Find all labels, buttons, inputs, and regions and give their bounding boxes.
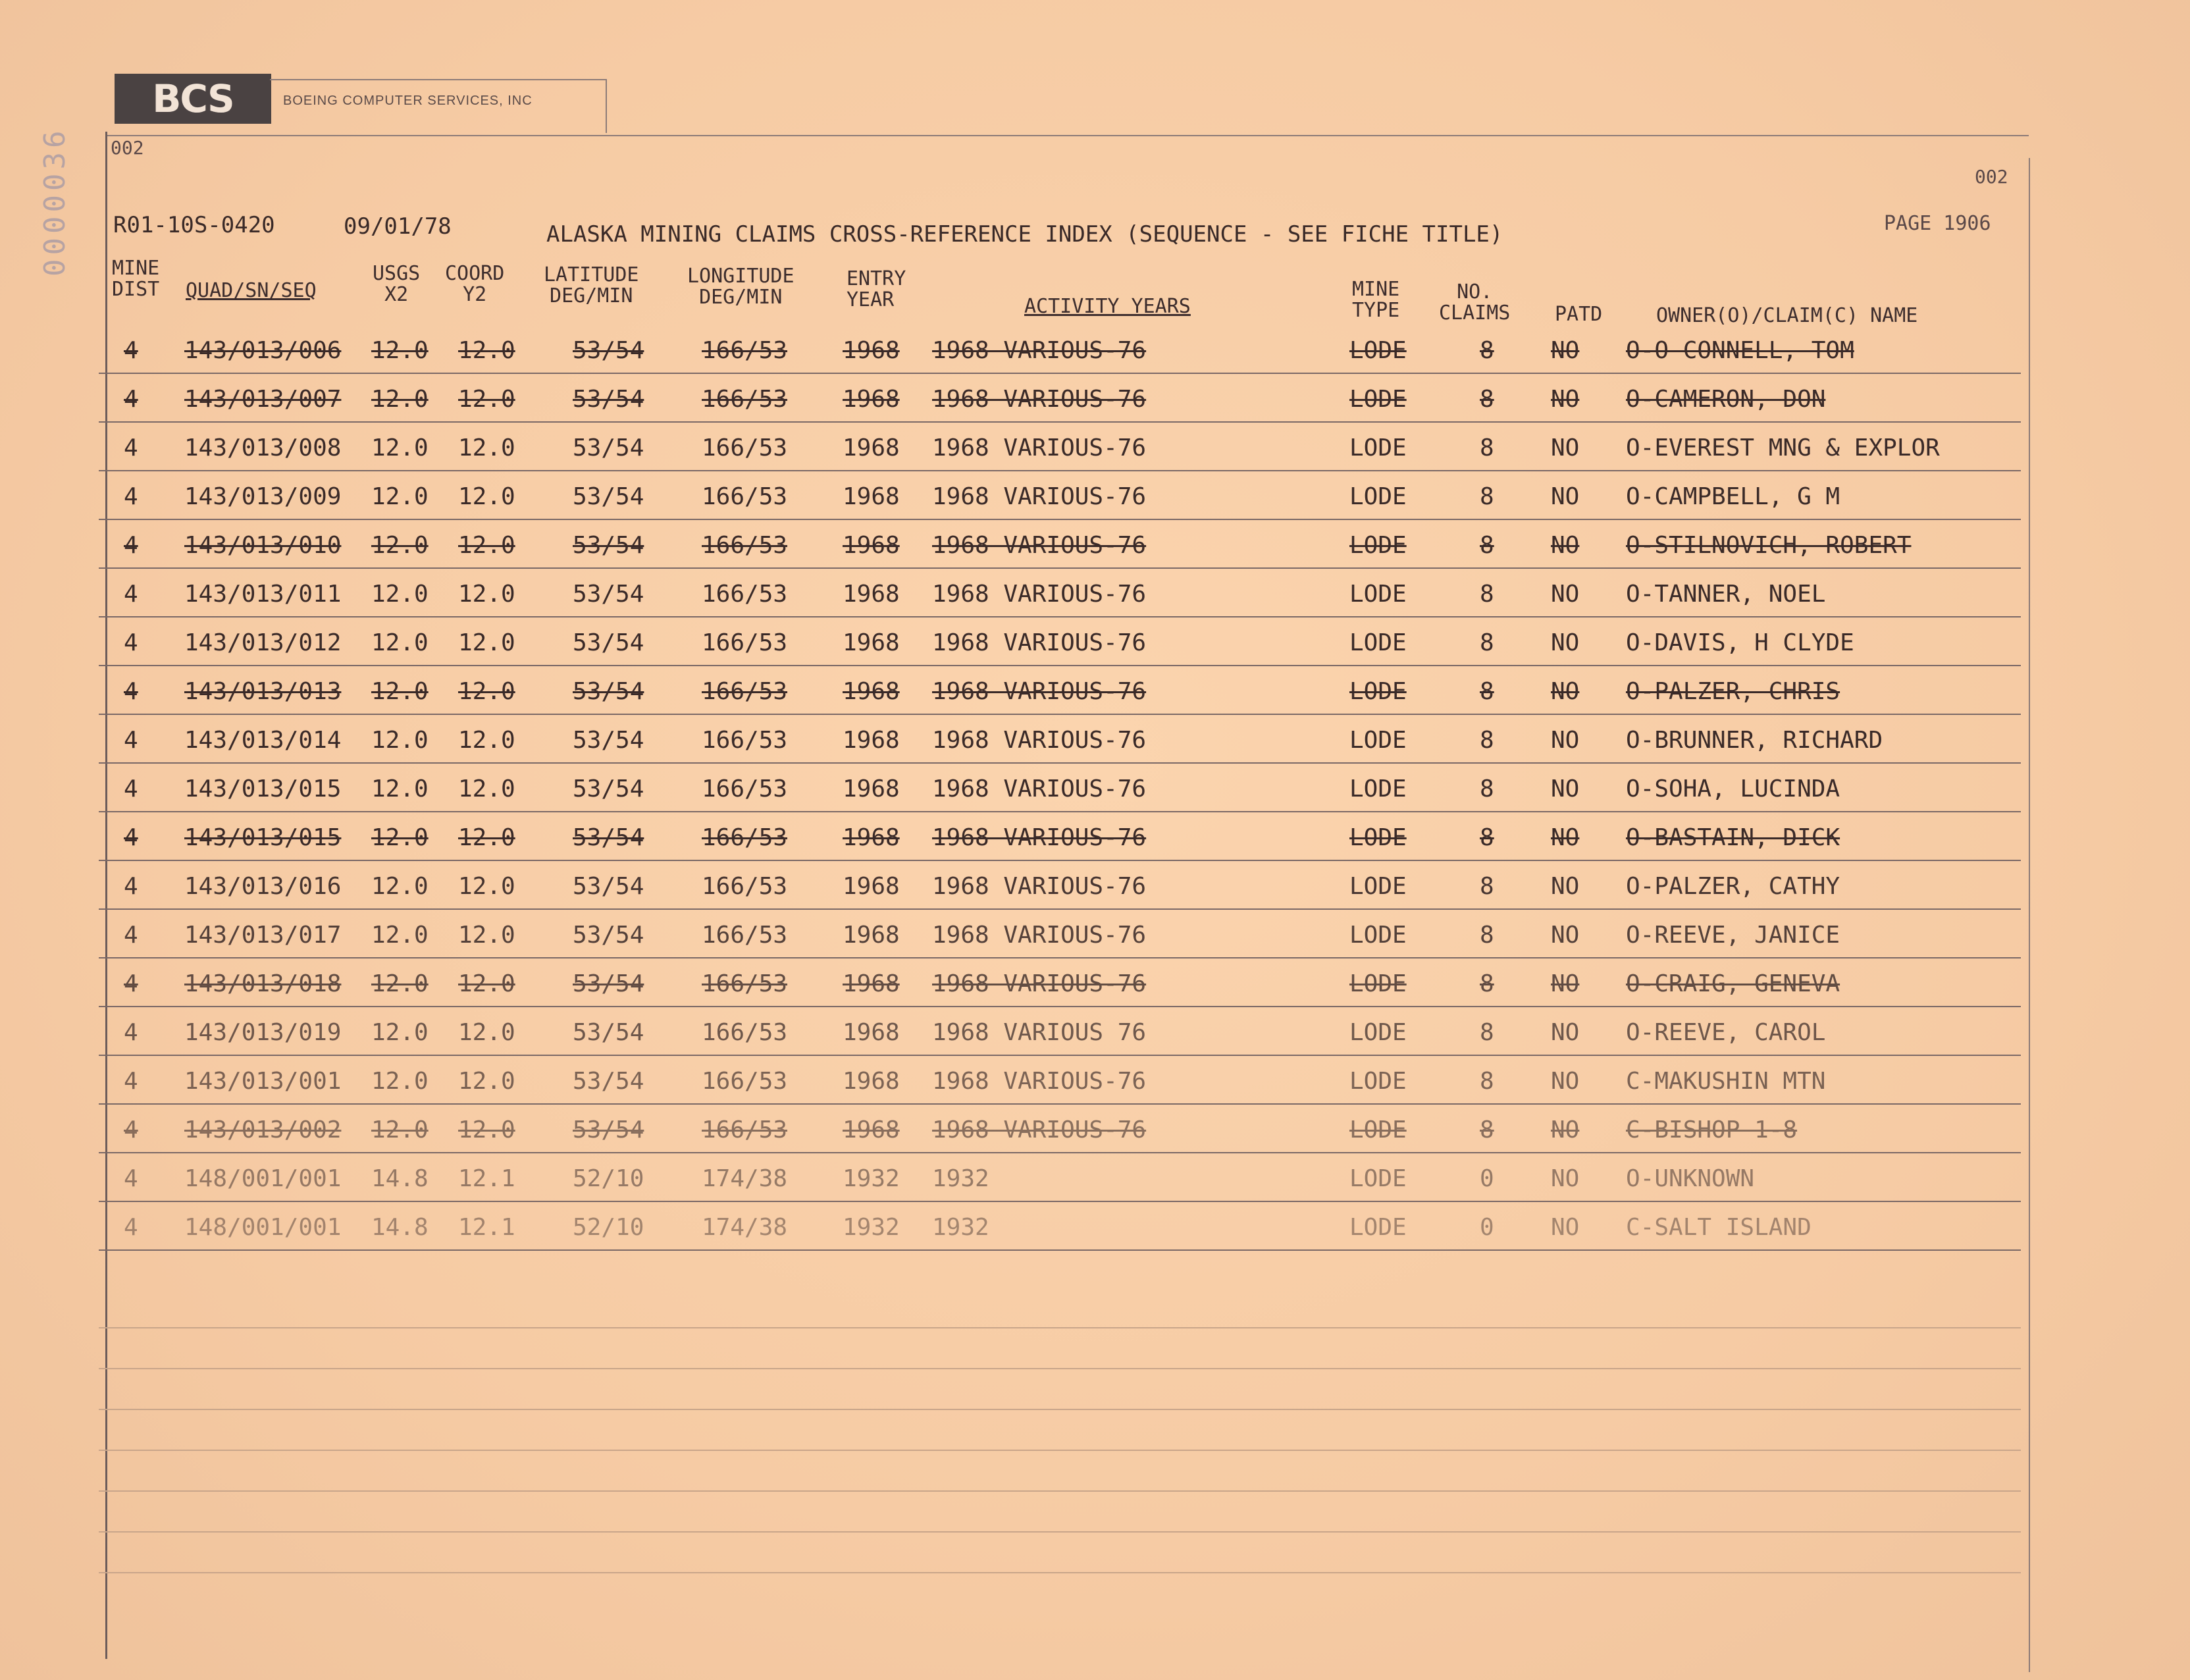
latitude-cell: 53/54 (573, 434, 644, 461)
longitude-cell: 166/53 (702, 727, 788, 754)
table-row (105, 912, 2027, 961)
no-claims-cell: 8 (1480, 532, 1494, 559)
activity-years-cell: 1968 VARIOUS-76 (932, 386, 1147, 413)
coord-y2-cell: 12.0 (458, 629, 515, 656)
row-rule (99, 567, 2021, 569)
entry-year-cell: 1968 (843, 386, 900, 413)
table-row (105, 474, 2027, 523)
usgs-x2-cell: 12.0 (371, 824, 429, 851)
row-rule (99, 1103, 2021, 1105)
latitude-cell: 53/54 (573, 629, 644, 656)
header-mine-type: MINE TYPE (1352, 278, 1400, 322)
table-row (105, 328, 2027, 377)
activity-years-cell: 1968 VARIOUS-76 (932, 824, 1147, 851)
longitude-cell: 166/53 (702, 824, 788, 851)
table-row (105, 961, 2027, 1010)
empty-rule (99, 1327, 2021, 1328)
row-rule (99, 421, 2021, 423)
entry-year-cell: 1968 (843, 483, 900, 510)
usgs-x2-cell: 12.0 (371, 727, 429, 754)
no-claims-cell: 8 (1480, 1116, 1494, 1143)
activity-years-cell: 1968 VARIOUS-76 (932, 434, 1147, 461)
coord-y2-cell: 12.0 (458, 824, 515, 851)
activity-years-cell: 1968 VARIOUS-76 (932, 483, 1147, 510)
patd-cell: NO (1551, 483, 1580, 510)
mine-type-cell: LODE (1349, 337, 1407, 364)
table-row (105, 864, 2027, 912)
entry-year-cell: 1968 (843, 581, 900, 608)
mine-dist-cell: 4 (124, 386, 138, 413)
report-title: ALASKA MINING CLAIMS CROSS-REFERENCE INDEX (SEQUENCE - SEE FICHE TITLE) (546, 221, 1503, 248)
activity-years-cell: 1968 VARIOUS-76 (932, 581, 1147, 608)
patd-cell: NO (1551, 970, 1580, 997)
mine-dist-cell: 4 (124, 581, 138, 608)
header-latitude: LATITUDE DEG/MIN (544, 263, 639, 307)
longitude-cell: 166/53 (702, 434, 788, 461)
usgs-x2-cell: 12.0 (371, 532, 429, 559)
coord-y2-cell: 12.0 (458, 873, 515, 900)
usgs-x2-cell: 12.0 (371, 922, 429, 949)
owner-name-cell: O-CAMPBELL, G M (1626, 483, 1840, 510)
row-rule (99, 1006, 2021, 1007)
latitude-cell: 53/54 (573, 970, 644, 997)
quad-cell: 143/013/009 (184, 483, 342, 510)
no-claims-cell: 8 (1480, 775, 1494, 802)
patd-cell: NO (1551, 1116, 1580, 1143)
mine-type-cell: LODE (1349, 629, 1407, 656)
frame-number-left: 002 (111, 137, 144, 159)
page-number: PAGE 1906 (1884, 212, 1991, 235)
no-claims-cell: 8 (1480, 824, 1494, 851)
latitude-cell: 53/54 (573, 532, 644, 559)
mine-type-cell: LODE (1349, 532, 1407, 559)
latitude-cell: 53/54 (573, 386, 644, 413)
activity-years-cell: 1968 VARIOUS-76 (932, 1116, 1147, 1143)
longitude-cell: 166/53 (702, 1068, 788, 1095)
quad-cell: 143/013/007 (184, 386, 342, 413)
activity-years-cell: 1968 VARIOUS-76 (932, 678, 1147, 705)
usgs-x2-cell: 12.0 (371, 1116, 429, 1143)
quad-cell: 143/013/011 (184, 581, 342, 608)
coord-y2-cell: 12.0 (458, 1116, 515, 1143)
quad-cell: 143/013/010 (184, 532, 342, 559)
entry-year-cell: 1968 (843, 1019, 900, 1046)
row-rule (99, 1055, 2021, 1056)
patd-cell: NO (1551, 629, 1580, 656)
entry-year-cell: 1968 (843, 922, 900, 949)
coord-y2-cell: 12.0 (458, 678, 515, 705)
table-row (105, 669, 2027, 718)
entry-year-cell: 1968 (843, 873, 900, 900)
no-claims-cell: 8 (1480, 337, 1494, 364)
owner-name-cell: O-REEVE, CAROL (1626, 1019, 1826, 1046)
quad-cell: 143/013/019 (184, 1019, 342, 1046)
coord-y2-cell: 12.0 (458, 532, 515, 559)
usgs-x2-cell: 12.0 (371, 337, 429, 364)
longitude-cell: 166/53 (702, 386, 788, 413)
owner-name-cell: O-CAMERON, DON (1626, 386, 1826, 413)
longitude-cell: 166/53 (702, 678, 788, 705)
no-claims-cell: 8 (1480, 483, 1494, 510)
quad-cell: 143/013/016 (184, 873, 342, 900)
longitude-cell: 166/53 (702, 337, 788, 364)
owner-name-cell: O-UNKNOWN (1626, 1165, 1755, 1192)
owner-name-cell: C-MAKUSHIN MTN (1626, 1068, 1826, 1095)
activity-years-cell: 1968 VARIOUS-76 (932, 970, 1147, 997)
owner-name-cell: O-PALZER, CHRIS (1626, 678, 1840, 705)
entry-year-cell: 1932 (843, 1165, 900, 1192)
no-claims-cell: 8 (1480, 1019, 1494, 1046)
mine-type-cell: LODE (1349, 1214, 1407, 1241)
empty-rule (99, 1450, 2021, 1451)
owner-name-cell: C-SALT ISLAND (1626, 1214, 1812, 1241)
owner-name-cell: O-BRUNNER, RICHARD (1626, 727, 1883, 754)
no-claims-cell: 8 (1480, 922, 1494, 949)
entry-year-cell: 1968 (843, 434, 900, 461)
no-claims-cell: 8 (1480, 581, 1494, 608)
no-claims-cell: 8 (1480, 873, 1494, 900)
table-row (105, 571, 2027, 620)
quad-cell: 143/013/002 (184, 1116, 342, 1143)
no-claims-cell: 8 (1480, 970, 1494, 997)
coord-y2-cell: 12.0 (458, 581, 515, 608)
usgs-x2-cell: 12.0 (371, 434, 429, 461)
no-claims-cell: 8 (1480, 386, 1494, 413)
owner-name-cell: O-REEVE, JANICE (1626, 922, 1840, 949)
coord-y2-cell: 12.0 (458, 1068, 515, 1095)
mine-dist-cell: 4 (124, 1019, 138, 1046)
usgs-x2-cell: 12.0 (371, 1019, 429, 1046)
no-claims-cell: 8 (1480, 678, 1494, 705)
row-rule (99, 860, 2021, 861)
mine-type-cell: LODE (1349, 1068, 1407, 1095)
patd-cell: NO (1551, 581, 1580, 608)
usgs-x2-cell: 12.0 (371, 678, 429, 705)
mine-dist-cell: 4 (124, 1165, 138, 1192)
mine-dist-cell: 4 (124, 629, 138, 656)
owner-name-cell: O-CRAIG, GENEVA (1626, 970, 1840, 997)
header-owner-claim-name: OWNER(O)/CLAIM(C) NAME (1656, 304, 1918, 327)
no-claims-cell: 0 (1480, 1165, 1494, 1192)
mine-type-cell: LODE (1349, 775, 1407, 802)
header-quad: QUAD/SN/SEQ (186, 279, 317, 302)
empty-rule (99, 1409, 2021, 1410)
mine-dist-cell: 4 (124, 678, 138, 705)
mine-type-cell: LODE (1349, 678, 1407, 705)
entry-year-cell: 1932 (843, 1214, 900, 1241)
owner-name-cell: O-O CONNELL, TOM (1626, 337, 1854, 364)
table-row (105, 620, 2027, 669)
latitude-cell: 53/54 (573, 873, 644, 900)
owner-name-cell: O-TANNER, NOEL (1626, 581, 1826, 608)
usgs-x2-cell: 12.0 (371, 581, 429, 608)
owner-name-cell: C-BISHOP 1-8 (1626, 1116, 1798, 1143)
activity-years-cell: 1968 VARIOUS-76 (932, 629, 1147, 656)
latitude-cell: 53/54 (573, 483, 644, 510)
no-claims-cell: 8 (1480, 434, 1494, 461)
longitude-cell: 166/53 (702, 970, 788, 997)
patd-cell: NO (1551, 1019, 1580, 1046)
mine-type-cell: LODE (1349, 970, 1407, 997)
latitude-cell: 53/54 (573, 678, 644, 705)
quad-cell: 143/013/018 (184, 970, 342, 997)
latitude-cell: 53/54 (573, 775, 644, 802)
no-claims-cell: 8 (1480, 727, 1494, 754)
table-row (105, 718, 2027, 766)
latitude-cell: 53/54 (573, 337, 644, 364)
owner-name-cell: O-DAVIS, H CLYDE (1626, 629, 1854, 656)
mine-type-cell: LODE (1349, 1165, 1407, 1192)
header-activity-years: ACTIVITY YEARS (1024, 295, 1191, 318)
mine-type-cell: LODE (1349, 873, 1407, 900)
coord-y2-cell: 12.0 (458, 337, 515, 364)
usgs-x2-cell: 14.8 (371, 1214, 429, 1241)
longitude-cell: 166/53 (702, 629, 788, 656)
mine-type-cell: LODE (1349, 824, 1407, 851)
header-longitude: LONGITUDE DEG/MIN (687, 265, 795, 309)
latitude-cell: 53/54 (573, 581, 644, 608)
longitude-cell: 166/53 (702, 581, 788, 608)
latitude-cell: 52/10 (573, 1165, 644, 1192)
table-row (105, 523, 2027, 571)
entry-year-cell: 1968 (843, 532, 900, 559)
patd-cell: NO (1551, 824, 1580, 851)
usgs-x2-cell: 14.8 (371, 1165, 429, 1192)
owner-name-cell: O-EVEREST MNG & EXPLOR (1626, 434, 1940, 461)
longitude-cell: 166/53 (702, 532, 788, 559)
coord-y2-cell: 12.0 (458, 922, 515, 949)
header-no-claims: NO. CLAIMS (1439, 280, 1511, 325)
patd-cell: NO (1551, 775, 1580, 802)
quad-cell: 143/013/008 (184, 434, 342, 461)
mine-dist-cell: 4 (124, 1214, 138, 1241)
usgs-x2-cell: 12.0 (371, 483, 429, 510)
side-stamp: 0000036 (38, 126, 72, 276)
no-claims-cell: 8 (1480, 629, 1494, 656)
row-rule (99, 519, 2021, 520)
activity-years-cell: 1968 VARIOUS-76 (932, 532, 1147, 559)
mine-dist-cell: 4 (124, 970, 138, 997)
longitude-cell: 174/38 (702, 1214, 788, 1241)
empty-rule (99, 1572, 2021, 1573)
coord-y2-cell: 12.1 (458, 1214, 515, 1241)
mine-dist-cell: 4 (124, 775, 138, 802)
frame-number-right: 002 (1975, 166, 2008, 188)
coord-y2-cell: 12.0 (458, 386, 515, 413)
entry-year-cell: 1968 (843, 775, 900, 802)
latitude-cell: 52/10 (573, 1214, 644, 1241)
latitude-cell: 53/54 (573, 727, 644, 754)
empty-rule (99, 1490, 2021, 1492)
quad-cell: 143/013/006 (184, 337, 342, 364)
table-row (105, 766, 2027, 815)
row-rule (99, 373, 2021, 374)
usgs-x2-cell: 12.0 (371, 386, 429, 413)
longitude-cell: 166/53 (702, 1019, 788, 1046)
mine-type-cell: LODE (1349, 727, 1407, 754)
entry-year-cell: 1968 (843, 1068, 900, 1095)
activity-years-cell: 1968 VARIOUS-76 (932, 337, 1147, 364)
row-rule (99, 470, 2021, 471)
report-id: R01-10S-0420 (113, 212, 275, 238)
mine-type-cell: LODE (1349, 1116, 1407, 1143)
header-coord: COORD Y2 (445, 262, 505, 306)
patd-cell: NO (1551, 1214, 1580, 1241)
patd-cell: NO (1551, 434, 1580, 461)
owner-name-cell: O-BASTAIN, DICK (1626, 824, 1840, 851)
usgs-x2-cell: 12.0 (371, 1068, 429, 1095)
mine-dist-cell: 4 (124, 922, 138, 949)
entry-year-cell: 1968 (843, 337, 900, 364)
latitude-cell: 53/54 (573, 922, 644, 949)
usgs-x2-cell: 12.0 (371, 775, 429, 802)
empty-rule (99, 1531, 2021, 1533)
longitude-cell: 166/53 (702, 922, 788, 949)
activity-years-cell: 1968 VARIOUS-76 (932, 873, 1147, 900)
table-row (105, 1010, 2027, 1059)
row-rule (99, 616, 2021, 617)
mine-dist-cell: 4 (124, 483, 138, 510)
mine-type-cell: LODE (1349, 434, 1407, 461)
frame-right-border (2029, 158, 2030, 1672)
bcs-logo: BCS (115, 74, 271, 124)
activity-years-cell: 1968 VARIOUS-76 (932, 1068, 1147, 1095)
entry-year-cell: 1968 (843, 629, 900, 656)
empty-rule (99, 1368, 2021, 1369)
patd-cell: NO (1551, 727, 1580, 754)
activity-years-cell: 1932 (932, 1165, 989, 1192)
longitude-cell: 166/53 (702, 775, 788, 802)
row-rule (99, 714, 2021, 715)
coord-y2-cell: 12.1 (458, 1165, 515, 1192)
patd-cell: NO (1551, 873, 1580, 900)
mine-type-cell: LODE (1349, 386, 1407, 413)
patd-cell: NO (1551, 678, 1580, 705)
no-claims-cell: 0 (1480, 1214, 1494, 1241)
mine-dist-cell: 4 (124, 1068, 138, 1095)
mine-dist-cell: 4 (124, 532, 138, 559)
quad-cell: 148/001/001 (184, 1165, 342, 1192)
table-row (105, 815, 2027, 864)
row-rule (99, 1249, 2021, 1251)
table-row (105, 1156, 2027, 1205)
mine-dist-cell: 4 (124, 337, 138, 364)
longitude-cell: 166/53 (702, 1116, 788, 1143)
activity-years-cell: 1968 VARIOUS-76 (932, 727, 1147, 754)
header-mine-dist: MINE DIST (112, 257, 160, 301)
latitude-cell: 53/54 (573, 1068, 644, 1095)
header-patd: PATD (1555, 303, 1603, 326)
patd-cell: NO (1551, 922, 1580, 949)
row-rule (99, 1152, 2021, 1153)
quad-cell: 143/013/017 (184, 922, 342, 949)
activity-years-cell: 1968 VARIOUS-76 (932, 775, 1147, 802)
report-date: 09/01/78 (344, 213, 452, 240)
entry-year-cell: 1968 (843, 824, 900, 851)
coord-y2-cell: 12.0 (458, 970, 515, 997)
usgs-x2-cell: 12.0 (371, 873, 429, 900)
entry-year-cell: 1968 (843, 1116, 900, 1143)
no-claims-cell: 8 (1480, 1068, 1494, 1095)
mine-type-cell: LODE (1349, 483, 1407, 510)
quad-cell: 143/013/012 (184, 629, 342, 656)
table-row (105, 377, 2027, 425)
mine-dist-cell: 4 (124, 824, 138, 851)
patd-cell: NO (1551, 1165, 1580, 1192)
entry-year-cell: 1968 (843, 970, 900, 997)
patd-cell: NO (1551, 1068, 1580, 1095)
longitude-cell: 166/53 (702, 873, 788, 900)
row-rule (99, 665, 2021, 666)
row-rule (99, 957, 2021, 958)
row-rule (99, 762, 2021, 764)
mine-type-cell: LODE (1349, 1019, 1407, 1046)
coord-y2-cell: 12.0 (458, 775, 515, 802)
coord-y2-cell: 12.0 (458, 727, 515, 754)
patd-cell: NO (1551, 337, 1580, 364)
header-entry-year: ENTRY YEAR (847, 267, 906, 311)
mine-dist-cell: 4 (124, 873, 138, 900)
activity-years-cell: 1932 (932, 1214, 989, 1241)
owner-name-cell: O-SOHA, LUCINDA (1626, 775, 1840, 802)
frame-top-border (105, 135, 2029, 136)
owner-name-cell: O-PALZER, CATHY (1626, 873, 1840, 900)
table-row (105, 1059, 2027, 1107)
coord-y2-cell: 12.0 (458, 1019, 515, 1046)
activity-years-cell: 1968 VARIOUS 76 (932, 1019, 1147, 1046)
mine-type-cell: LODE (1349, 922, 1407, 949)
longitude-cell: 174/38 (702, 1165, 788, 1192)
usgs-x2-cell: 12.0 (371, 629, 429, 656)
coord-y2-cell: 12.0 (458, 434, 515, 461)
coord-y2-cell: 12.0 (458, 483, 515, 510)
activity-years-cell: 1968 VARIOUS-76 (932, 922, 1147, 949)
quad-cell: 143/013/015 (184, 775, 342, 802)
latitude-cell: 53/54 (573, 824, 644, 851)
patd-cell: NO (1551, 532, 1580, 559)
row-rule (99, 811, 2021, 812)
owner-name-cell: O-STILNOVICH, ROBERT (1626, 532, 1912, 559)
latitude-cell: 53/54 (573, 1019, 644, 1046)
mine-type-cell: LODE (1349, 581, 1407, 608)
logo-caption: BOEING COMPUTER SERVICES, INC (283, 93, 533, 108)
table-row (105, 1205, 2027, 1253)
mine-dist-cell: 4 (124, 434, 138, 461)
entry-year-cell: 1968 (843, 727, 900, 754)
entry-year-cell: 1968 (843, 678, 900, 705)
table-row (105, 1107, 2027, 1156)
row-rule (99, 908, 2021, 910)
row-rule (99, 1201, 2021, 1202)
longitude-cell: 166/53 (702, 483, 788, 510)
usgs-x2-cell: 12.0 (371, 970, 429, 997)
table-row (105, 425, 2027, 474)
quad-cell: 148/001/001 (184, 1214, 342, 1241)
header-usgs: USGS X2 (373, 262, 421, 306)
mine-dist-cell: 4 (124, 727, 138, 754)
quad-cell: 143/013/014 (184, 727, 342, 754)
quad-cell: 143/013/013 (184, 678, 342, 705)
quad-cell: 143/013/015 (184, 824, 342, 851)
quad-cell: 143/013/001 (184, 1068, 342, 1095)
mine-dist-cell: 4 (124, 1116, 138, 1143)
patd-cell: NO (1551, 386, 1580, 413)
latitude-cell: 53/54 (573, 1116, 644, 1143)
